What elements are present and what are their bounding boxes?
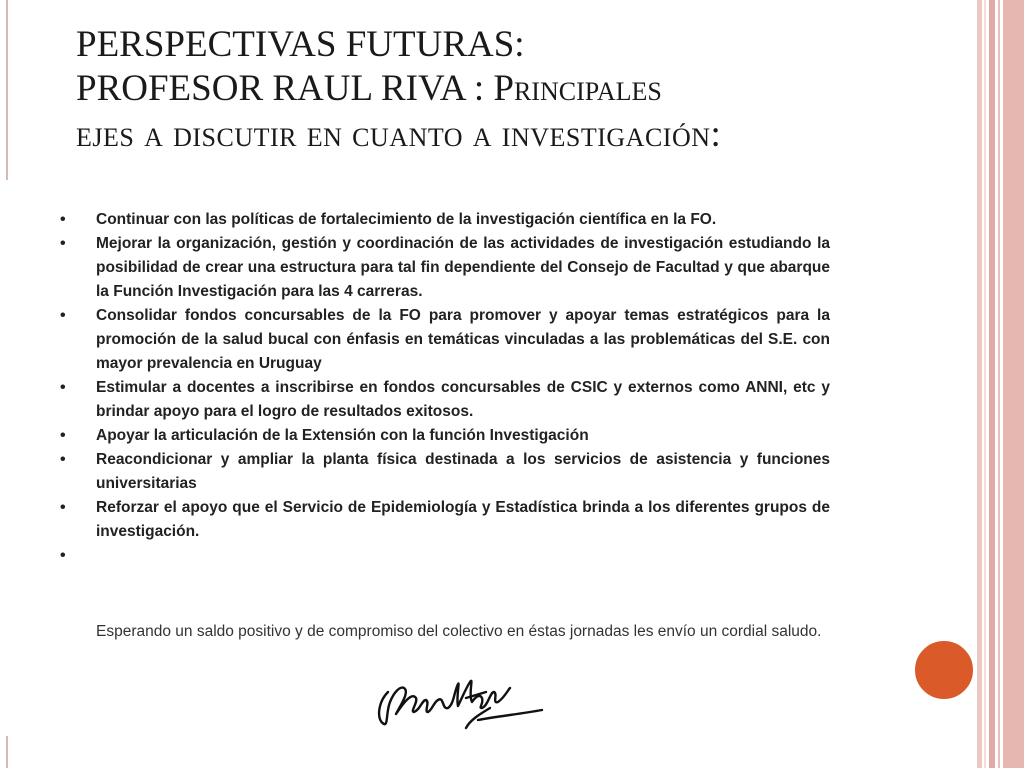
list-item-text: Consolidar fondos concursables de la FO para promover y apoyar temas estratégicos para la promoción de la salud bucal con énfasis en temáticas vinculadas a las problemáticas del S.E. con mayor prevalencia en Uruguay [96,307,830,372]
list-item [58,496,830,544]
list-item-empty [58,544,830,568]
list-item-text: Estimular a docentes a inscribirse en fondos concursables de CSIC y externos como ANNI, etc y brindar apoyo para el logro de resultados exitosos. [96,379,830,420]
scanned-document [58,208,830,568]
title-line-3: ejes a discutir en cuanto a investigación: [76,114,722,155]
right-stripe [998,0,1000,768]
list-item-text: Reacondicionar y ampliar la planta física destinada a los servicios de asistencia y funciones universitarias [96,451,830,492]
bullet-icon: • [60,547,66,564]
left-decor-line-bottom [6,736,8,768]
title-line-2-smallcaps: Principales [493,68,662,109]
bullet-icon: • [60,499,66,516]
list-item-text: Continuar con las políticas de fortalecimiento de la investigación científica en la FO. [96,211,717,228]
closing-paragraph: Esperando un saldo positivo y de compromiso del colectivo en éstas jornadas les envío un cordial saludo. [96,623,822,640]
list-item-text: Apoyar la articulación de la Extensión con la función Investigación [96,427,589,444]
slide-title [76,26,956,153]
list-item [58,424,830,448]
signature-image [370,662,550,734]
bullet-list [58,208,830,568]
title-line-2 [76,70,956,114]
list-item [58,376,830,424]
right-stripe [989,0,995,768]
list-item [58,448,830,496]
title-line-1: PERSPECTIVAS FUTURAS: [76,24,525,65]
bullet-icon: • [60,427,66,444]
list-item-text: Reforzar el apoyo que el Servicio de Epidemiología y Estadística brinda a los diferentes grupos de investigación. [96,499,830,540]
right-stripe [977,0,982,768]
bullet-icon: • [60,307,66,324]
title-line-2-caps: PROFESOR RAUL RIVA : [76,68,494,109]
bullet-icon: • [60,235,66,252]
accent-circle [913,639,975,701]
left-decor-line [6,0,8,180]
list-item [58,208,830,232]
right-stripe [1003,0,1024,768]
list-item [58,232,830,304]
bullet-icon: • [60,211,66,228]
bullet-icon: • [60,379,66,396]
bullet-icon: • [60,451,66,468]
right-stripe [984,0,986,768]
list-item-text: Mejorar la organización, gestión y coordinación de las actividades de investigación estudiando la posibilidad de crear una estructura para tal fin dependiente del Consejo de Facultad y que abarque la Función Investigación para las 4 carreras. [96,235,830,300]
scan-artifact [148,172,154,178]
list-item [58,304,830,376]
